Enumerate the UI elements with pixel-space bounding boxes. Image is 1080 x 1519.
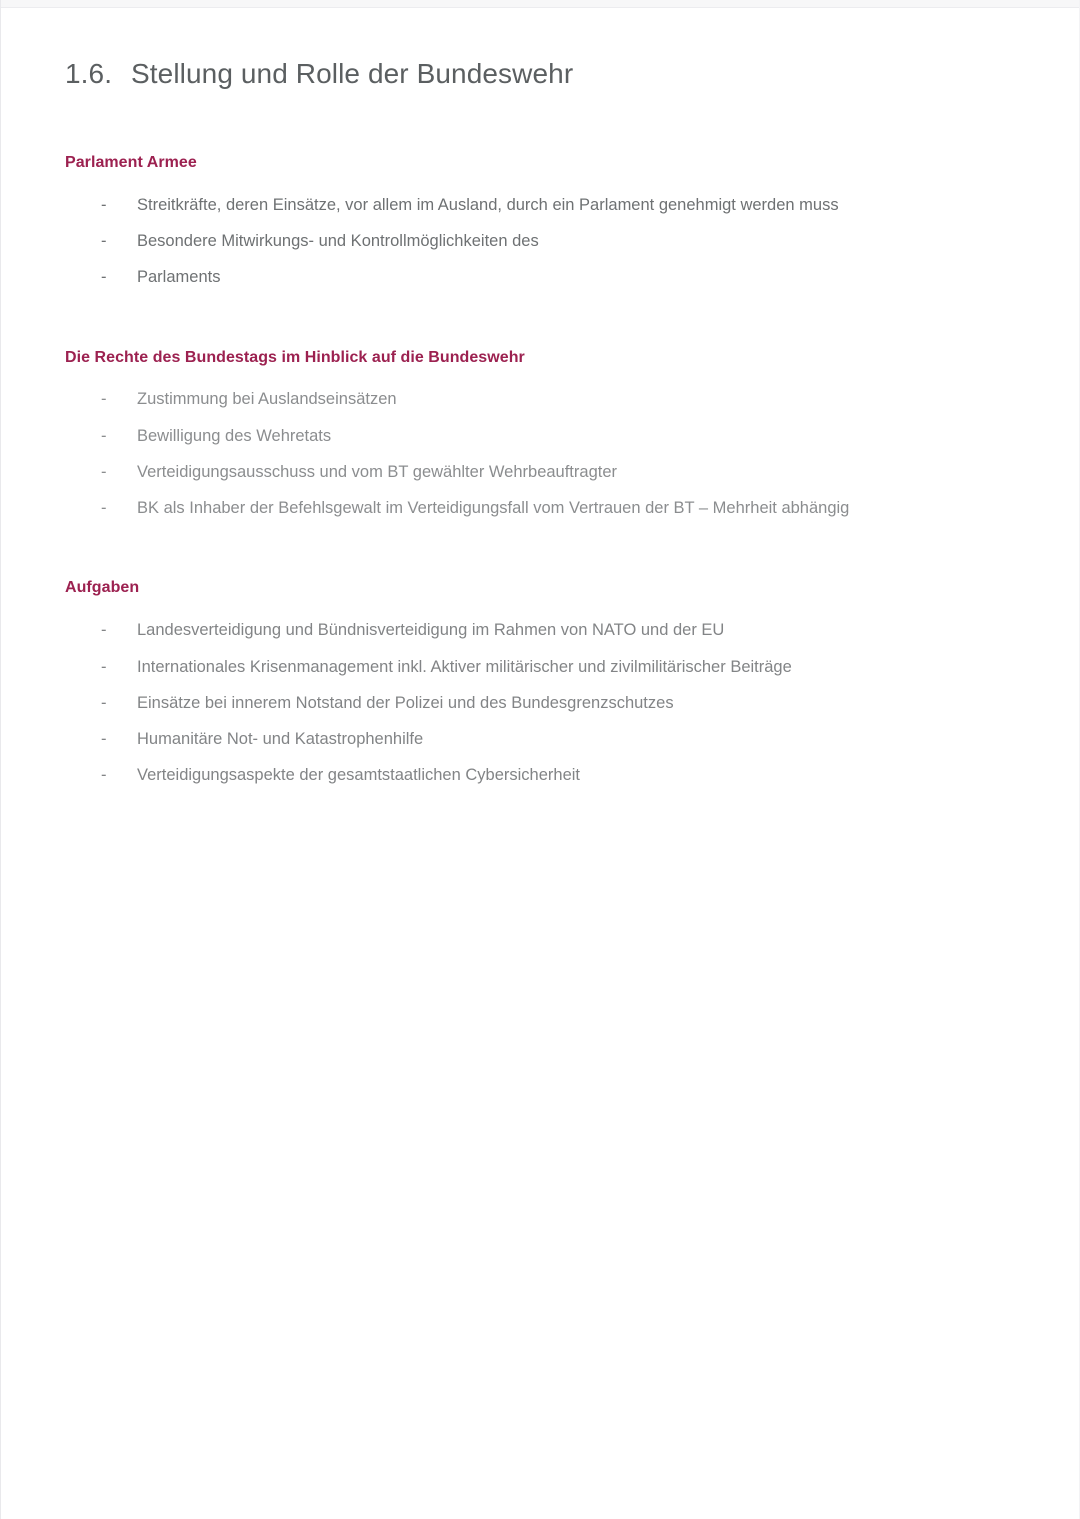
list-item xyxy=(65,259,1015,295)
list-item xyxy=(65,612,1015,648)
bullet-dash-icon: - xyxy=(101,232,107,251)
list-item xyxy=(65,381,1015,417)
list-item-text: Bewilligung des Wehretats xyxy=(137,426,332,445)
list-item xyxy=(65,685,1015,721)
section-heading: Die Rechte des Bundestags im Hinblick auf die Bundeswehr xyxy=(65,348,525,366)
list-item-text: Parlaments xyxy=(137,268,221,287)
bullet-list xyxy=(65,381,1015,526)
list-item xyxy=(65,757,1015,793)
list-item-text: Landesverteidigung und Bündnisverteidigung im Rahmen von NATO und der EU xyxy=(137,621,725,640)
bullet-dash-icon: - xyxy=(101,462,107,481)
section-heading: Parlament Armee xyxy=(65,154,197,171)
list-item-text: Verteidigungsaspekte der gesamtstaatlichen Cybersicherheit xyxy=(137,766,581,785)
list-item xyxy=(65,454,1015,490)
list-item xyxy=(65,490,1015,526)
bullet-dash-icon: - xyxy=(101,195,107,214)
list-item xyxy=(65,187,1015,223)
bullet-dash-icon: - xyxy=(101,390,107,409)
bullet-dash-icon: - xyxy=(101,657,107,676)
list-item-text: Verteidigungsausschuss und vom BT gewählter Wehrbeauftragter xyxy=(137,462,617,481)
page-title-number: 1.6. xyxy=(65,58,113,89)
list-item-text: Einsätze bei innerem Notstand der Polizei und des Bundesgrenzschutzes xyxy=(137,693,674,712)
list-item xyxy=(65,223,1015,259)
bullet-list xyxy=(65,187,1015,296)
bullet-dash-icon: - xyxy=(101,621,107,640)
section-parlament-armee xyxy=(65,153,1015,296)
section-heading: Aufgaben xyxy=(65,579,140,597)
bullet-dash-icon: - xyxy=(101,499,107,518)
list-item-text: Internationales Krisenmanagement inkl. Aktiver militärischer und zivilmilitärischer Beiträge xyxy=(137,657,792,676)
list-item xyxy=(65,418,1015,454)
bullet-list xyxy=(65,612,1015,793)
bullet-dash-icon: - xyxy=(101,730,107,749)
list-item-text: Zustimmung bei Auslandseinsätzen xyxy=(137,390,397,409)
list-item-text: Streitkräfte, deren Einsätze, vor allem im Ausland, durch ein Parlament genehmigt werden muss xyxy=(137,195,839,214)
bullet-dash-icon: - xyxy=(101,268,107,287)
list-item xyxy=(65,721,1015,757)
page-title xyxy=(65,56,1015,91)
list-item-text: Humanitäre Not- und Katastrophenhilfe xyxy=(137,730,424,749)
bullet-dash-icon: - xyxy=(101,693,107,712)
section-aufgaben xyxy=(65,578,1015,793)
list-item xyxy=(65,649,1015,685)
section-rechte-des-bundestags xyxy=(65,348,1015,527)
bullet-dash-icon: - xyxy=(101,426,107,445)
document-content xyxy=(1,0,1079,794)
list-item-text: Besondere Mitwirkungs- und Kontrollmöglichkeiten des xyxy=(137,232,539,251)
list-item-text: BK als Inhaber der Befehlsgewalt im Verteidigungsfall vom Vertrauen der BT – Mehrheit abhängig xyxy=(137,499,850,518)
bullet-dash-icon: - xyxy=(101,766,107,785)
page-title-text: Stellung und Rolle der Bundeswehr xyxy=(131,58,574,89)
